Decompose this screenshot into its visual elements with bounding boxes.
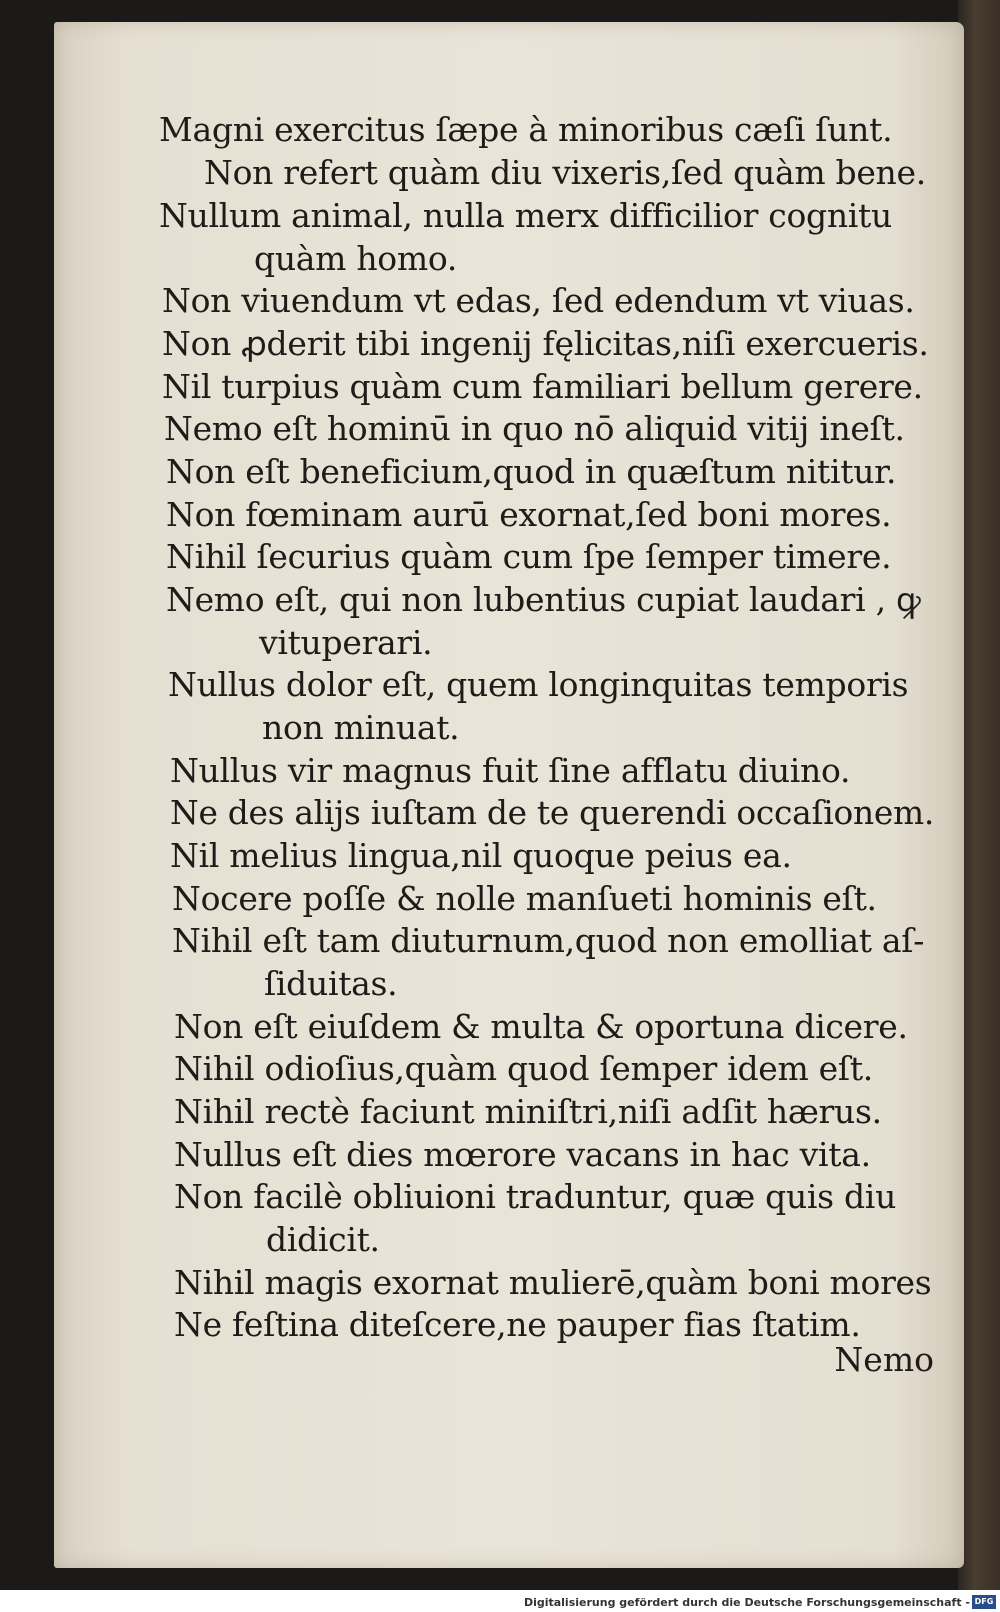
text-line: Nihil rectè faciunt miniſtri,niſi adſit hærus.	[174, 1092, 882, 1131]
text-line: Nullus eſt dies mœrore vacans in hac vita.	[174, 1135, 871, 1174]
text-block	[54, 22, 964, 1568]
text-line: Nocere poſſe & nolle manſueti hominis eſt.	[172, 879, 877, 918]
text-line: Non eſt eiuſdem & multa & oportuna dicere.	[174, 1007, 908, 1046]
footer-bar	[0, 1590, 1000, 1612]
text-line: Ne des alijs iuſtam de te querendi occaſionem.	[170, 793, 935, 832]
text-line: Non refert quàm diu vixeris,ſed quàm bene.	[204, 153, 926, 192]
text-line: Nihil magis exornat mulierē,quàm boni mores	[174, 1263, 932, 1302]
text-line: didicit.	[266, 1220, 380, 1259]
text-line: Non facilè obliuioni traduntur, quæ quis diu	[174, 1177, 897, 1216]
text-line: Nihil ſecurius quàm cum ſpe ſemper timere.	[166, 537, 892, 576]
page	[54, 22, 964, 1568]
text-line: ſiduitas.	[264, 964, 398, 1003]
text-line: Nullum animal, nulla merx difficilior cognitu	[159, 196, 892, 235]
text-line: quàm homo.	[254, 239, 458, 278]
text-line: Nemo eſt, qui non lubentius cupiat laudari , ꝙ	[166, 580, 921, 619]
text-line: vituperari.	[259, 623, 433, 662]
dfg-logo-icon: DFG	[972, 1595, 996, 1609]
funding-credit: Digitalisierung gefördert durch die Deutsche Forschungsgemeinschaft -	[523, 1596, 970, 1609]
text-line: Nullus vir magnus fuit ſine afflatu diuino.	[170, 751, 851, 790]
text-line: Ne feſtina diteſcere,ne pauper fias ſtatim.	[174, 1305, 861, 1344]
book-edge	[958, 0, 1000, 1590]
catchword: Nemo	[834, 1340, 934, 1379]
text-line: Magni exercitus ſæpe à minoribus cæſi ſunt.	[159, 110, 893, 149]
text-line: Non ꝓderit tibi ingenij fęlicitas,niſi exercueris.	[162, 324, 929, 363]
text-line: Nil turpius quàm cum familiari bellum gerere.	[162, 367, 923, 406]
text-line: Nil melius lingua,nil quoque peius ea.	[170, 836, 792, 875]
text-line: non minuat.	[262, 708, 460, 747]
text-line: Nullus dolor eſt, quem longinquitas temporis	[168, 665, 909, 704]
text-line: Non eſt beneficium,quod in quæſtum nititur.	[166, 452, 897, 491]
text-line: Non viuendum vt edas, ſed edendum vt viuas.	[162, 281, 915, 320]
text-line: Nihil odioſius,quàm quod ſemper idem eſt.	[174, 1049, 873, 1088]
text-line: Non fœminam aurū exornat,ſed boni mores.	[166, 495, 892, 534]
text-line: Nihil eſt tam diuturnum,quod non emolliat aſ-	[172, 921, 925, 960]
text-line: Nemo eſt hominū in quo nō aliquid vitij ineſt.	[164, 409, 905, 448]
